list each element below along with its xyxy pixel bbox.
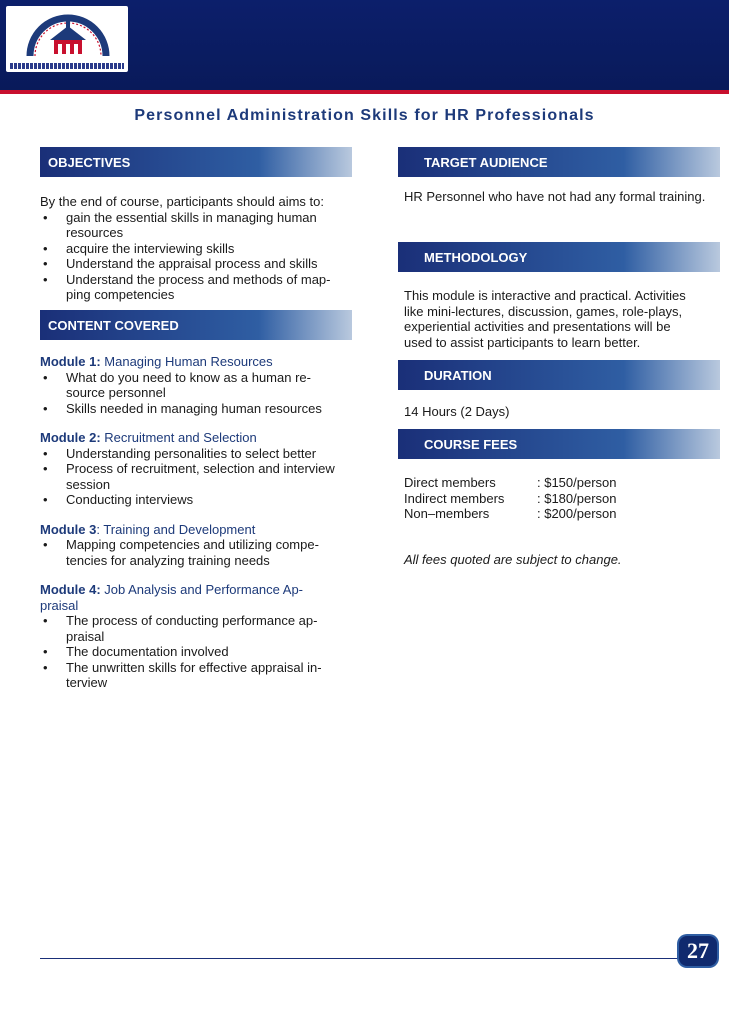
list-item-line: The documentation involved: [66, 644, 229, 659]
fee-row: [404, 491, 724, 507]
list-item-line: Process of recruitment, selection and interview: [66, 461, 335, 476]
duration-body: [404, 404, 724, 420]
duration-heading-bar: [398, 360, 720, 390]
module-number: Module 4:: [40, 582, 101, 597]
list-item-line: terview: [66, 675, 108, 690]
module-number: Module 2:: [40, 430, 101, 445]
fee-row: [404, 475, 724, 491]
list-item-line: Mapping competencies and utilizing compe-: [66, 537, 319, 552]
methodology-heading-bar: [398, 242, 720, 272]
methodology-line: experiential activities and presentations will be: [404, 319, 671, 334]
list-item: [40, 272, 355, 303]
list-item-line: resources: [66, 225, 124, 240]
list-item: [40, 210, 355, 241]
target-audience-body: [404, 189, 724, 205]
list-item: [40, 537, 355, 568]
list-item-line: Conducting interviews: [66, 492, 194, 507]
fees-note: All fees quoted are subject to change.: [404, 551, 622, 567]
page-title: Personnel Administration Skills for HR Professionals: [134, 107, 595, 124]
module-topics: [40, 446, 355, 508]
content-covered-heading-bar: [40, 310, 352, 340]
logo-khmer-caption: [10, 63, 124, 69]
module-3: [40, 522, 355, 569]
list-item: [40, 241, 355, 257]
list-item: [40, 370, 355, 401]
fee-price: : $200/person: [537, 506, 617, 521]
module-topics: [40, 370, 355, 417]
objectives-heading-bar: [40, 147, 352, 177]
list-item-line: What do you need to know as a human re-: [66, 369, 311, 385]
list-item: [40, 613, 355, 644]
federation-logo: [6, 6, 128, 72]
list-item-line: Skills needed in managing human resources: [66, 400, 322, 416]
methodology-heading: METHODOLOGY: [424, 249, 528, 265]
content-covered-heading: CONTENT COVERED: [48, 317, 179, 333]
list-item-line: Understand the process and methods of map-: [66, 271, 331, 287]
module-name-continued: praisal: [40, 597, 79, 613]
list-item: [40, 461, 355, 492]
target-audience-heading-bar: [398, 147, 720, 177]
module-name: Job Analysis and Performance Ap-: [100, 582, 304, 597]
fee-price: : $150/person: [537, 475, 617, 490]
course-fees-heading: COURSE FEES: [424, 436, 518, 452]
methodology-line: used to assist participants to learn better.: [404, 334, 641, 350]
list-item: [40, 492, 355, 508]
content-covered-body: [40, 354, 355, 691]
list-item-line: tencies for analyzing training needs: [66, 552, 270, 568]
target-audience-text: HR Personnel who have not had any formal training.: [404, 189, 706, 204]
duration-heading: DURATION: [424, 367, 492, 383]
list-item: [40, 644, 355, 660]
objectives-heading: OBJECTIVES: [48, 154, 131, 170]
module-topics: [40, 537, 355, 568]
footer-rule: [40, 958, 680, 959]
fee-category: Indirect members: [404, 490, 505, 506]
module-name: : Training and Development: [96, 521, 256, 537]
objectives-body: [40, 194, 355, 303]
list-item: [40, 401, 355, 417]
list-item-line: ping competencies: [66, 287, 175, 302]
list-item-line: source personnel: [66, 385, 166, 400]
module-4: [40, 582, 355, 691]
module-number: Module 1:: [40, 354, 101, 369]
module-1: [40, 354, 355, 416]
list-item: [40, 660, 355, 691]
list-item-line: Understand the appraisal process and skills: [66, 256, 318, 271]
list-item-line: gain the essential skills in managing human: [66, 209, 317, 225]
duration-text: 14 Hours (2 Days): [404, 404, 510, 419]
fee-row: [404, 506, 724, 522]
module-topics: [40, 613, 355, 691]
fee-category: Direct members: [404, 475, 496, 490]
list-item-line: The process of conducting performance ap-: [66, 613, 318, 628]
list-item-line: praisal: [66, 628, 105, 644]
list-item: [40, 256, 355, 272]
module-name: Recruitment and Selection: [100, 430, 257, 445]
list-item-line: Understanding personalities to select better: [66, 445, 317, 461]
target-audience-heading: TARGET AUDIENCE: [424, 154, 548, 170]
methodology-body: [404, 288, 724, 350]
module-2: [40, 430, 355, 508]
methodology-line: like mini-lectures, discussion, games, role-plays,: [404, 303, 683, 319]
list-item-line: The unwritten skills for effective appraisal in-: [66, 659, 322, 675]
module-number: Module 3: [40, 521, 97, 537]
module-name: Managing Human Resources: [100, 354, 273, 369]
list-item-line: session: [66, 476, 111, 492]
course-fees-body: [404, 475, 724, 567]
objectives-intro: By the end of course, participants should aims to:: [40, 194, 324, 209]
list-item-line: acquire the interviewing skills: [66, 240, 235, 256]
methodology-line: This module is interactive and practical. Activities: [404, 288, 686, 303]
list-item: [40, 446, 355, 462]
header-band: [0, 0, 729, 94]
fee-price: : $180/person: [537, 490, 617, 506]
temple-emblem-icon: [26, 12, 110, 62]
objectives-list: [40, 210, 355, 303]
course-fees-heading-bar: [398, 429, 720, 459]
fee-category: Non–members: [404, 506, 490, 521]
page-number: 27: [679, 936, 717, 966]
